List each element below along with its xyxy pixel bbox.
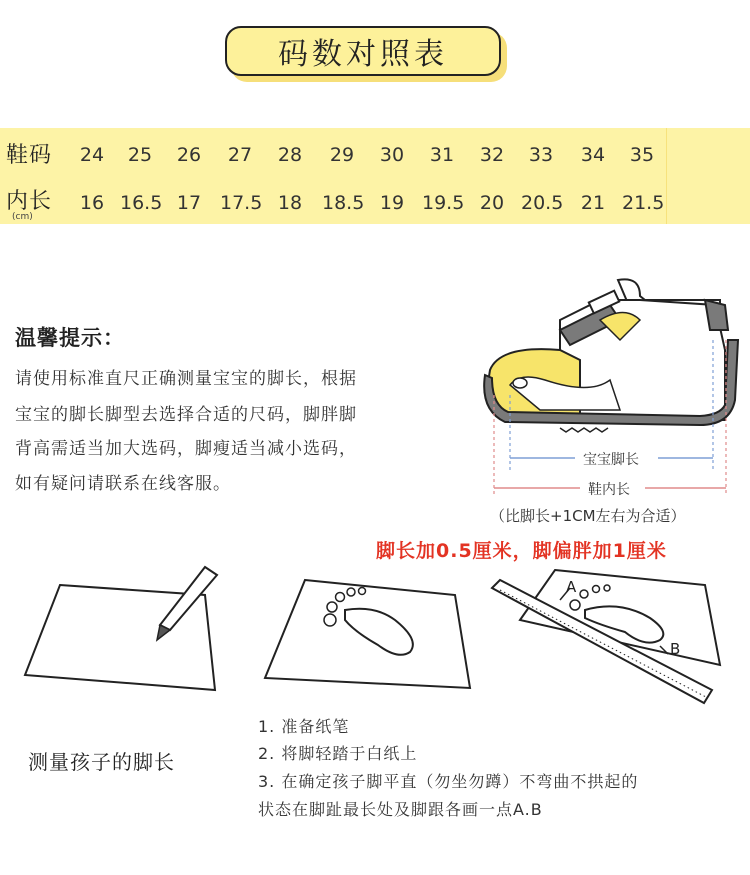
inner-length-cell: 20 [479, 192, 505, 214]
sole-tread [560, 428, 608, 432]
shoe-size-cell: 27 [227, 144, 253, 166]
shoe-size-cell: 32 [479, 144, 505, 166]
shoe-size-cell: 30 [379, 144, 405, 166]
inner-length-cell: 18 [277, 192, 303, 214]
inner-length-cell: 19 [379, 192, 405, 214]
toe-print [327, 602, 337, 612]
tips-line: 宝宝的脚长脚型去选择合适的尺码，脚胖脚 [15, 405, 357, 425]
inner-length-cell: 16 [79, 192, 105, 214]
measure-step: 3. 在确定孩子脚平直（勿坐勿蹲）不弯曲不拱起的 [258, 772, 639, 791]
shoe-size-cell: 34 [580, 144, 606, 166]
inner-length-cell: 18.5 [322, 192, 365, 214]
toe-print [347, 588, 355, 596]
fit-red-note: 脚长加0.5厘米，脚偏胖加1厘米 [376, 540, 667, 562]
shoe-size-label: 鞋码 [6, 143, 53, 168]
toe-print [593, 586, 600, 593]
shoe-size-cell: 35 [629, 144, 655, 166]
heel-tab [705, 300, 728, 330]
measure-title: 测量孩子的脚长 [28, 750, 175, 774]
measure-step: 1. 准备纸笔 [258, 717, 350, 736]
inner-length-unit: (cm) [12, 212, 33, 222]
foot-length-label: 宝宝脚长 [583, 452, 639, 468]
shoe-size-cell: 29 [329, 144, 355, 166]
inner-length-cell: 21.5 [622, 192, 665, 214]
toe-print [580, 590, 588, 598]
shoe-size-cell: 28 [277, 144, 303, 166]
ruler-measure-illustration [492, 570, 720, 703]
inner-length-cell: 17 [176, 192, 202, 214]
inner-length-caption: 鞋内长 [588, 482, 630, 498]
shoe-size-cell: 31 [429, 144, 455, 166]
tips-line: 请使用标准直尺正确测量宝宝的脚长，根据 [15, 369, 357, 389]
shoe-size-cell: 26 [176, 144, 202, 166]
page-title: 码数对照表 [225, 26, 501, 76]
toe-print [336, 593, 345, 602]
inner-length-cell: 19.5 [422, 192, 465, 214]
tips-line: 如有疑问请联系在线客服。 [15, 474, 231, 494]
shoe-size-cell: 24 [79, 144, 105, 166]
inner-length-cell: 17.5 [220, 192, 263, 214]
measure-step: 状态在脚趾最长处及脚跟各画一点A.B [258, 800, 543, 819]
paper-pencil-illustration [25, 567, 217, 690]
inner-length-cell: 16.5 [120, 192, 163, 214]
inner-length-label: 内长 [6, 189, 53, 214]
tips-line: 背高需适当加大选码，脚瘦适当减小选码， [15, 439, 357, 459]
point-b-label: B [670, 640, 681, 658]
inner-length-cell: 20.5 [521, 192, 564, 214]
fit-note: （比脚长+1CM左右为合适） [490, 507, 686, 525]
footprint-paper-illustration [265, 580, 470, 688]
shoe-size-cell: 33 [528, 144, 554, 166]
toe [513, 378, 527, 388]
tips-title: 温馨提示： [15, 326, 125, 350]
point-a-label: A [566, 578, 577, 596]
toe-print [604, 585, 610, 591]
toe-print [324, 614, 336, 626]
toe-print [359, 588, 366, 595]
shoe-size-cell: 25 [127, 144, 153, 166]
measure-step: 2. 将脚轻踏于白纸上 [258, 744, 418, 763]
inner-length-cell: 21 [580, 192, 606, 214]
toe-print [570, 600, 580, 610]
